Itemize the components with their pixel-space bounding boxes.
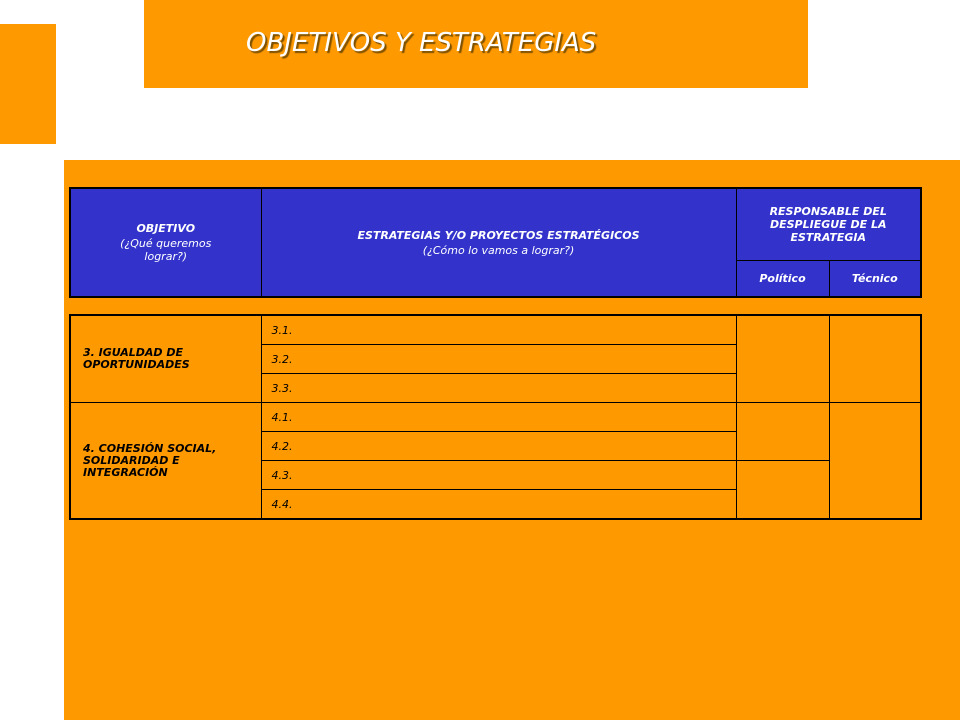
strategy-cell: 3.3. (261, 374, 736, 403)
table-row (70, 315, 921, 345)
estrategias-header (261, 188, 736, 297)
objetivo-header (70, 188, 261, 297)
objetivo-header-label: OBJETIVO (136, 222, 196, 235)
politico-cell (736, 315, 829, 403)
objectives-table (69, 314, 922, 520)
objective-cell: 4. COHESIÓN SOCIAL, SOLIDARIDAD E INTEGRACIÓN (70, 403, 261, 520)
tecnico-header: Técnico (829, 260, 921, 297)
objetivo-header-sub: (¿Qué queremos lograr?) (120, 237, 212, 263)
strategy-cell: 4.2. (261, 432, 736, 461)
tecnico-cell (829, 403, 921, 520)
strategy-cell: 4.3. (261, 461, 736, 490)
left-decor-block (0, 24, 56, 144)
strategy-cell: 4.1. (261, 403, 736, 432)
politico-cell (736, 461, 829, 520)
estrategias-header-sub: (¿Cómo lo vamos a lograr?) (422, 243, 575, 257)
header-table (69, 187, 922, 298)
responsable-header: RESPONSABLE DEL DESPLIEGUE DE LA ESTRATEGIA (736, 188, 921, 260)
politico-header: Político (736, 260, 829, 297)
politico-cell (736, 403, 829, 461)
strategy-cell: 4.4. (261, 490, 736, 520)
tecnico-cell (829, 315, 921, 403)
objective-cell: 3. IGUALDAD DE OPORTUNIDADES (70, 315, 261, 403)
strategy-cell: 3.1. (261, 315, 736, 345)
strategy-cell: 3.2. (261, 345, 736, 374)
page-title: OBJETIVOS Y ESTRATEGIAS (246, 28, 597, 58)
estrategias-header-label: ESTRATEGIAS Y/O PROYECTOS ESTRATÉGICOS (357, 228, 640, 242)
title-banner (144, 0, 808, 88)
table-row (70, 403, 921, 432)
